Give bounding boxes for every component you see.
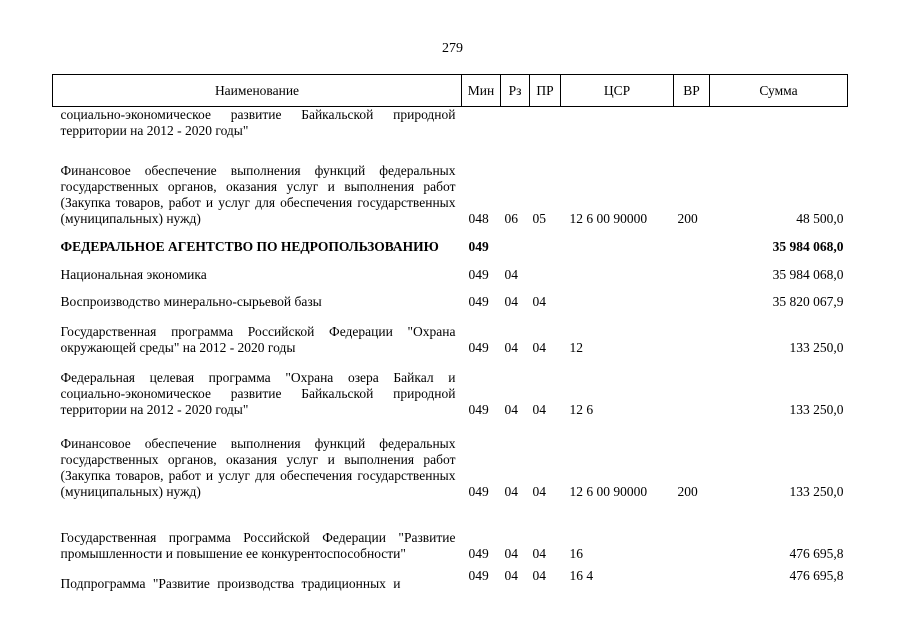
row-rz xyxy=(501,227,530,255)
row-name: ФЕДЕРАЛЬНОЕ АГЕНТСТВО ПО НЕДРОПОЛЬЗОВАНИЮ xyxy=(60,238,439,254)
row-min xyxy=(462,107,501,143)
row-csr: 16 4 xyxy=(569,567,594,583)
header-vr: ВР xyxy=(674,75,710,107)
row-sum xyxy=(710,107,848,143)
row-vr xyxy=(674,500,710,562)
row-vr: 200 xyxy=(677,483,698,499)
row-vr xyxy=(674,107,710,143)
row-pr: 04 xyxy=(532,293,546,309)
row-rz: 04 xyxy=(504,567,518,583)
page-number: 279 xyxy=(442,41,463,56)
header-name: Наименование xyxy=(53,75,462,107)
row-sum: 133 250,0 xyxy=(789,401,844,417)
row-min: 049 xyxy=(468,238,489,254)
row-name: Национальная экономика xyxy=(60,266,207,282)
row-pr xyxy=(530,227,561,255)
header-csr: ЦСР xyxy=(561,75,674,107)
table-row xyxy=(53,227,848,255)
row-pr: 04 xyxy=(532,545,546,561)
row-vr xyxy=(674,283,710,310)
table-row xyxy=(53,143,848,227)
row-sum: 476 695,8 xyxy=(789,545,844,561)
row-name: Подпрограмма "Развитие производства традиционных и xyxy=(60,575,401,591)
row-pr xyxy=(530,107,561,143)
table-row xyxy=(53,562,848,592)
row-csr: 12 6 00 90000 xyxy=(569,483,648,499)
row-rz: 04 xyxy=(504,483,518,499)
row-min: 049 xyxy=(468,266,489,282)
row-sum: 133 250,0 xyxy=(789,483,844,499)
row-name: Воспроизводство минерально-сырьевой базы xyxy=(60,293,322,309)
row-name: Федеральная целевая программа "Охрана озера Байкал и социально-экономическое развитие Байкальской природной территории на 2012 - 2020 годы" xyxy=(60,369,456,417)
header-sum: Сумма xyxy=(710,75,848,107)
row-min: 049 xyxy=(468,483,489,499)
row-csr xyxy=(561,255,674,283)
row-vr xyxy=(674,310,710,356)
row-pr: 04 xyxy=(532,567,546,583)
row-rz: 04 xyxy=(504,339,518,355)
row-sum: 133 250,0 xyxy=(789,339,844,355)
row-csr xyxy=(561,283,674,310)
table-header-row xyxy=(53,75,848,107)
row-rz: 04 xyxy=(504,293,518,309)
row-min: 049 xyxy=(468,545,489,561)
row-pr: 05 xyxy=(532,210,546,226)
row-rz: 04 xyxy=(504,545,518,561)
row-rz xyxy=(501,107,530,143)
row-csr: 12 6 xyxy=(569,401,594,417)
header-rz: Рз xyxy=(501,75,530,107)
row-csr: 12 xyxy=(569,339,583,355)
row-rz: 06 xyxy=(504,210,518,226)
header-pr: ПР xyxy=(530,75,561,107)
row-sum: 35 984 068,0 xyxy=(772,238,844,254)
table-row xyxy=(53,418,848,500)
row-csr: 16 xyxy=(569,545,583,561)
row-name: Государственная программа Российской Федерации "Развитие промышленности и повышение ее конкурентоспособности" xyxy=(60,529,456,561)
row-vr xyxy=(674,255,710,283)
row-csr: 12 6 00 90000 xyxy=(569,210,648,226)
table-row xyxy=(53,356,848,418)
row-pr xyxy=(530,255,561,283)
table-row xyxy=(53,310,848,356)
table-row xyxy=(53,255,848,283)
row-csr xyxy=(561,107,674,143)
row-min: 048 xyxy=(468,210,489,226)
row-vr xyxy=(674,562,710,592)
row-vr xyxy=(674,356,710,418)
row-rz: 04 xyxy=(504,401,518,417)
row-min: 049 xyxy=(468,567,489,583)
row-vr xyxy=(674,227,710,255)
row-pr: 04 xyxy=(532,401,546,417)
row-sum: 35 984 068,0 xyxy=(772,266,844,282)
row-name: Финансовое обеспечение выполнения функций федеральных государственных органов, оказания услуг и выполнения работ (Закупка товаров, работ и услуг для обеспечения государственных (муниципальных) нужд) xyxy=(60,435,456,499)
row-pr: 04 xyxy=(532,339,546,355)
table-row xyxy=(53,500,848,562)
row-pr: 04 xyxy=(532,483,546,499)
table-row xyxy=(53,107,848,143)
header-min: Мин xyxy=(462,75,501,107)
row-sum: 35 820 067,9 xyxy=(772,293,844,309)
table-row xyxy=(53,283,848,310)
row-sum: 48 500,0 xyxy=(796,210,844,226)
budget-table xyxy=(52,74,848,592)
row-vr: 200 xyxy=(677,210,698,226)
row-rz: 04 xyxy=(504,266,518,282)
row-name: социально-экономическое развитие Байкальской природной территории на 2012 - 2020 годы" xyxy=(60,107,456,138)
row-sum: 476 695,8 xyxy=(789,567,844,583)
row-csr xyxy=(561,227,674,255)
row-name: Государственная программа Российской Федерации "Охрана окружающей среды" на 2012 - 2020 годы xyxy=(60,323,456,355)
row-min: 049 xyxy=(468,339,489,355)
row-min: 049 xyxy=(468,401,489,417)
row-name: Финансовое обеспечение выполнения функций федеральных государственных органов, оказания услуг и выполнения работ (Закупка товаров, работ и услуг для обеспечения государственных (муниципальных) нужд) xyxy=(60,162,456,226)
row-min: 049 xyxy=(468,293,489,309)
